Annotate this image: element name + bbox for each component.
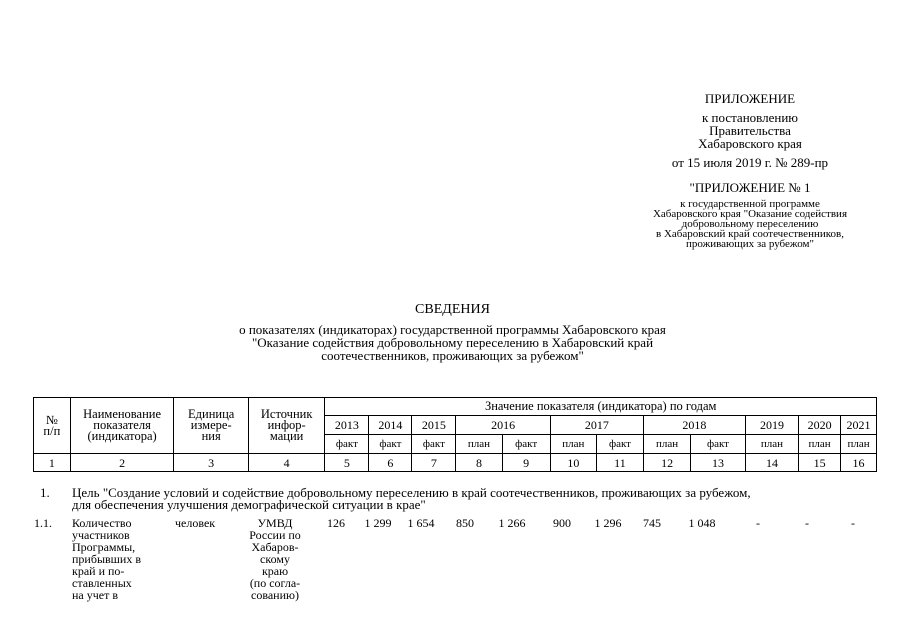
sub-appendix-line-3: добровольному переселению [681, 218, 819, 230]
value-cell: 1 296 [594, 516, 622, 530]
value-cell: 1 299 [364, 516, 392, 530]
value-cell: - [805, 516, 809, 530]
year-cell: 2016 [456, 416, 550, 435]
goal-text-line-2: для обеспечения улучшения демографической ситуации в крае" [72, 497, 426, 512]
column-number-cell: 3 [174, 454, 248, 472]
column-number-cell: 15 [799, 454, 841, 472]
column-number-cell: 16 [841, 454, 877, 472]
column-number-cell: 11 [596, 454, 643, 472]
header-source: Источник инфор- мации [248, 398, 325, 454]
value-cell: 1 654 [407, 516, 435, 530]
subheader-cell: план [841, 435, 877, 454]
sub-appendix-line-4: в Хабаровский край соотечественников, [656, 228, 844, 240]
header-name: Наименование показателя (индикатора) [70, 398, 174, 454]
sub-appendix-line-1: к государственной программе [680, 198, 820, 210]
subheader-cell: план [799, 435, 841, 454]
column-number-cell: 2 [70, 454, 174, 472]
document-subtitle-line-1: о показателях (индикаторах) государственной программы Хабаровского края [239, 322, 666, 337]
header-unit: Единица измере- ния [174, 398, 248, 454]
year-cell: 2021 [841, 416, 877, 435]
column-number-cell: 14 [745, 454, 798, 472]
document-title: СВЕДЕНИЯ [415, 302, 490, 317]
sub-appendix-line-2: Хабаровского края "Оказание содействия [652, 208, 847, 220]
indicators-table [33, 397, 877, 472]
column-number-cell: 6 [369, 454, 412, 472]
header-values-by-year: Значение показателя (индикатора) по годам [325, 398, 877, 416]
year-cell: 2014 [369, 416, 412, 435]
sub-appendix-line-5: проживающих за рубежом" [686, 238, 814, 250]
subheader-cell: факт [325, 435, 369, 454]
appendix-line-3: Хабаровского края [698, 136, 802, 151]
column-number-cell: 7 [412, 454, 456, 472]
appendix-line-1: к постановлению [701, 110, 799, 125]
indicator-unit: человек [175, 516, 216, 530]
subheader-cell: факт [412, 435, 456, 454]
year-cell: 2013 [325, 416, 369, 435]
subheader-cell: план [644, 435, 691, 454]
document-subtitle-line-2: "Оказание содействия добровольному переселению в Хабаровский край [251, 335, 654, 350]
subheader-cell: план [745, 435, 798, 454]
column-number-cell: 1 [34, 454, 71, 472]
subheader-cell: факт [596, 435, 643, 454]
appendix-title: ПРИЛОЖЕНИЕ [704, 91, 796, 106]
sub-appendix-title: "ПРИЛОЖЕНИЕ № 1 [689, 180, 811, 195]
header-num: № п/п [34, 398, 71, 454]
column-number-cell: 10 [550, 454, 596, 472]
indicator-name: Количество участников Программы, прибывших в край и по- ставленных на учет в [72, 516, 142, 602]
year-cell: 2018 [644, 416, 746, 435]
column-number-cell: 5 [325, 454, 369, 472]
goal-number: 1. [40, 485, 50, 500]
appendix-date: от 15 июля 2019 г. № 289-пр [671, 155, 829, 170]
value-cell: 850 [456, 516, 474, 530]
column-number-cell: 8 [456, 454, 502, 472]
value-cell: - [851, 516, 855, 530]
appendix-line-2: Правительства [709, 123, 791, 138]
column-number-cell: 12 [644, 454, 691, 472]
subheader-cell: факт [502, 435, 550, 454]
subheader-cell: план [550, 435, 596, 454]
year-cell: 2019 [745, 416, 798, 435]
value-cell: 1 266 [498, 516, 526, 530]
document-subtitle-line-3: соотечественников, проживающих за рубежом" [321, 348, 584, 363]
year-cell: 2015 [412, 416, 456, 435]
value-cell: 126 [327, 516, 345, 530]
row-number: 1.1. [34, 516, 52, 530]
subheader-cell: факт [369, 435, 412, 454]
year-cell: 2017 [550, 416, 643, 435]
value-cell: 1 048 [688, 516, 716, 530]
value-cell: - [756, 516, 760, 530]
column-number-cell: 9 [502, 454, 550, 472]
value-cell: 745 [643, 516, 661, 530]
year-cell: 2020 [799, 416, 841, 435]
value-cell: 900 [553, 516, 571, 530]
column-number-cell: 13 [691, 454, 746, 472]
subheader-cell: план [456, 435, 502, 454]
goal-text-line-1: Цель "Создание условий и содействие добровольному переселению в край соотечественников, проживающих за рубежом, [72, 485, 751, 500]
subheader-cell: факт [691, 435, 746, 454]
indicator-source: УМВД России по Хабаров- скому краю (по согла- сованию) [249, 516, 301, 602]
column-number-cell: 4 [248, 454, 325, 472]
